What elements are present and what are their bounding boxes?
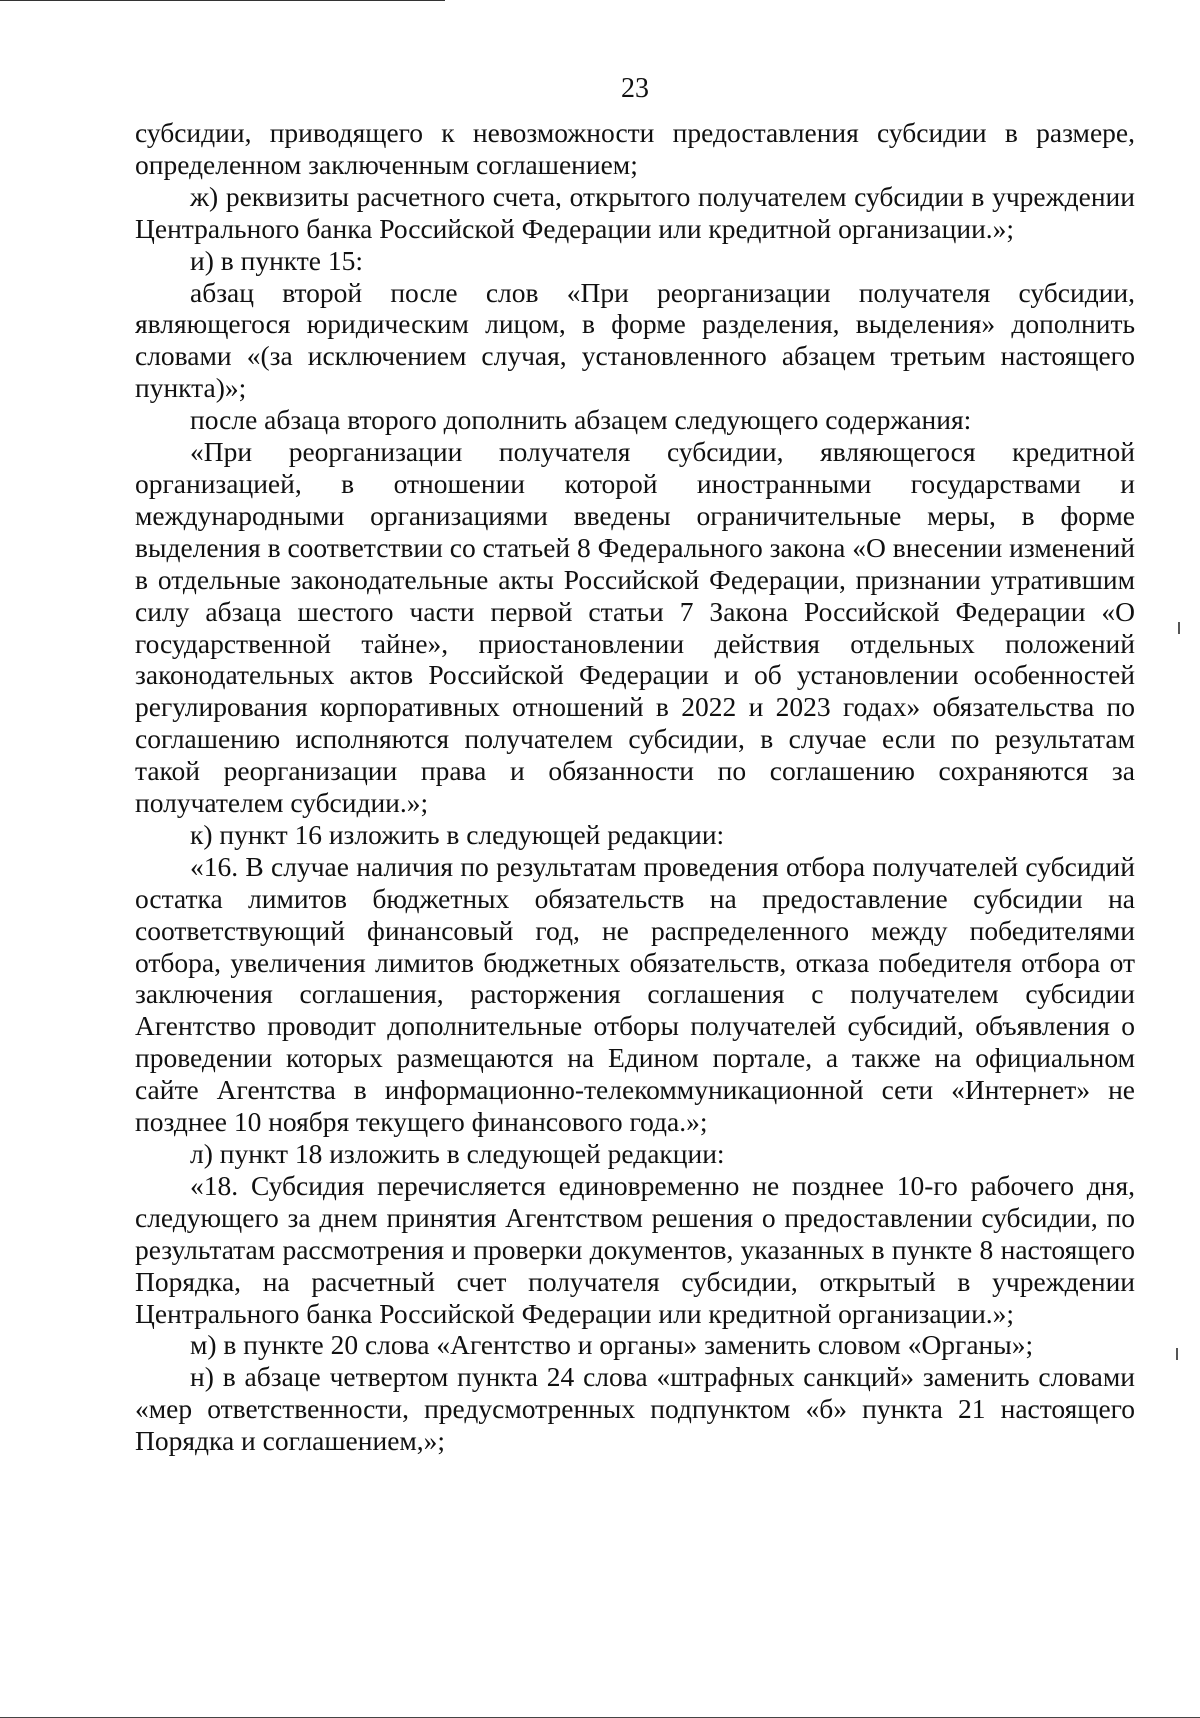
paragraph-item-l: л) пункт 18 изложить в следующей редакции: <box>190 1138 725 1169</box>
paragraph-item-k: к) пункт 16 изложить в следующей редакции: <box>190 818 725 850</box>
paragraph-item-n: н) в абзаце четвертом пункта 24 слова «штрафных санкций» заменить словами «мер ответственности, предусмотренных подпунктом «б» пункта 21 настоящего Порядка и соглашением,»; <box>135 1361 1135 1457</box>
document-body <box>135 117 1135 1457</box>
paragraph-reorganization-quote: «При реорганизации получателя субсидии, являющегося кредитной организацией, в отношении которой иностранными государствами и международными организациями введены ограничительные меры, в форме выделения в соответствии со статьей 8 Федерального закона «О внесении изменений в отдельные законодательные акты Российской Федерации, признании утратившим силу абзаца шестого части первой статьи 7 Закона Российской Федерации «О государственной тайне», приостановлении действия отдельных положений законодательных актов Российской Федерации и об установлении особенностей регулирования корпоративных отношений в 2022 и 2023 годах» обязательства по соглашению исполняются получателем субсидии, в случае если по результатам такой реорганизации права и обязанности по соглашению сохраняются за получателем субсидии.»; <box>135 436 1135 819</box>
top-edge-rule <box>0 0 445 1</box>
paragraph-amendment-para2: абзац второй после слов «При реорганизации получателя субсидии, являющегося юридическим лицом, в форме разделения, выделения» дополнить словами «(за исключением случая, установленного абзацем третьим настоящего пункта)»; <box>135 276 1135 404</box>
paragraph-item-m: м) в пункте 20 слова «Агентство и органы» заменить словом «Органы»; <box>190 1329 1034 1361</box>
paragraph-continuation: субсидии, приводящего к невозможности предоставления субсидии в размере, определенном заключенным соглашением; <box>135 117 1135 180</box>
page-number: 23 <box>621 73 649 104</box>
scan-speck <box>1178 622 1180 634</box>
paragraph-add-para: после абзаца второго дополнить абзацем следующего содержания: <box>190 404 972 436</box>
paragraph-item-zh: ж) реквизиты расчетного счета, открытого получателем субсидии в учреждении Центрального банка Российской Федерации или кредитной организации.»; <box>135 180 1135 244</box>
paragraph-item-i: и) в пункте 15: <box>190 244 364 276</box>
scan-speck <box>1176 1348 1178 1360</box>
paragraph-point-18: «18. Субсидия перечисляется единовременно не позднее 10-го рабочего дня, следующего за днем принятия Агентством решения о предоставлении субсидии, по результатам рассмотрения и проверки документов, указанных в пункте 8 настоящего Порядка, на расчетный счет получателя субсидии, открытый в учреждении Центрального банка Российской Федерации или кредитной организации.»; <box>135 1169 1135 1329</box>
paragraph-point-16: «16. В случае наличия по результатам проведения отбора получателей субсидий остатка лимитов бюджетных обязательств на предоставление субсидии на соответствующий финансовый год, не распределенного между победителями отбора, увеличения лимитов бюджетных обязательств, отказа победителя отбора от заключения соглашения, расторжения соглашения с получателем субсидии Агентство проводит дополнительные отборы получателей субсидий, объявления о проведении которых размещаются на Едином портале, а также на официальном сайте Агентства в информационно-телекоммуникационной сети «Интернет» не позднее 10 ноября текущего финансового года.»; <box>135 850 1135 1138</box>
